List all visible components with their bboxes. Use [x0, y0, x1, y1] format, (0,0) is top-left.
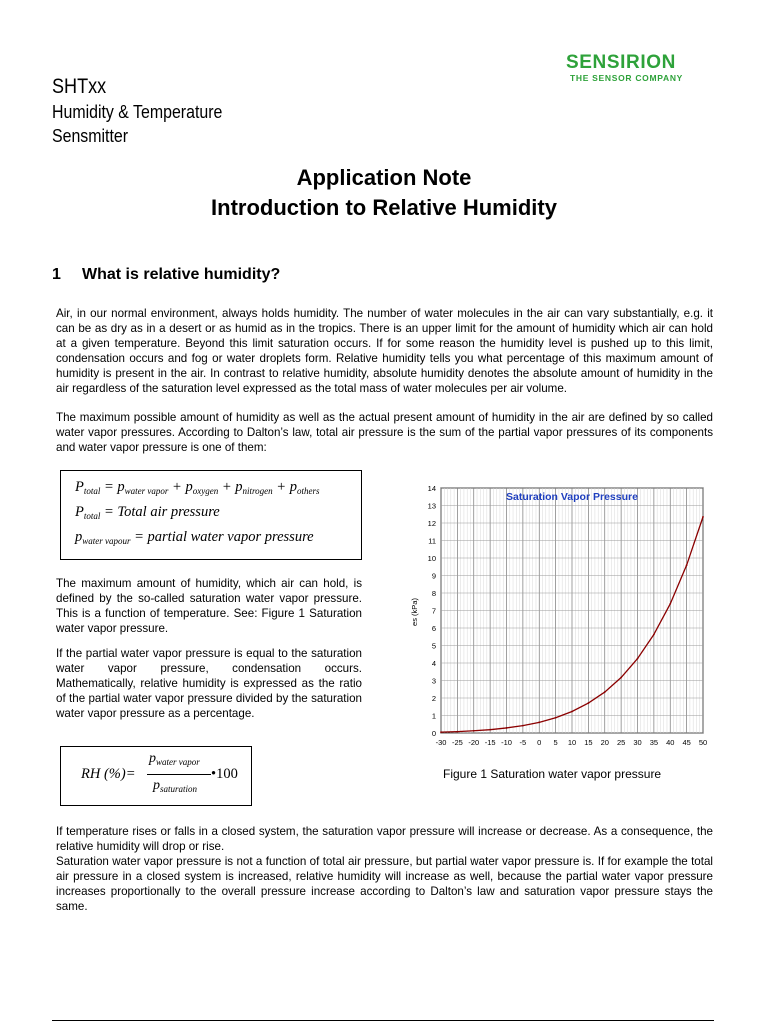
- data-point: [489, 729, 491, 731]
- y-tick-label: 13: [427, 501, 436, 511]
- paragraph-4: If the partial water vapor pressure is equal to the saturation water vapor pressure, condensation occurs. Mathematically, relative humidity is expressed as the ratio of the partial water vapor pressure divided by the saturation water vapor pressure as a percentage.: [56, 647, 362, 720]
- y-tick-label: 7: [431, 606, 436, 616]
- x-tick-label: -10: [501, 738, 512, 747]
- x-tick-label: -30: [435, 738, 447, 747]
- data-point: [440, 731, 442, 733]
- x-tick-label: 0: [537, 738, 542, 747]
- x-tick-label: 15: [584, 738, 593, 747]
- rh-equation-rhs: •100: [211, 766, 238, 782]
- x-tick-label: 25: [616, 738, 626, 747]
- y-tick-label: 0: [431, 729, 436, 738]
- section-number: 1: [52, 266, 61, 283]
- data-point: [702, 516, 704, 518]
- paragraph-6: Saturation water vapor pressure is not a function of total air pressure, but partial water vapor pressure is. If for example the total air pressure in a closed system is increased, relative humidity will increase as well, because the partial water vapor pressure increases proportionally to the overall pressure increase according to Dalton’s law and saturation vapor pressure stays the same.: [56, 855, 713, 913]
- product-code: SHTxx: [52, 75, 107, 98]
- figure-caption: Figure 1 Saturation water vapor pressure: [443, 767, 662, 781]
- product-subtitle-1: Humidity & Temperature: [52, 101, 223, 122]
- data-point: [669, 603, 671, 605]
- y-tick-label: 6: [431, 624, 436, 633]
- rh-numerator: $p_{water vapor}$: [149, 751, 200, 767]
- y-tick-label: 4: [431, 659, 436, 668]
- data-point: [587, 702, 589, 704]
- data-point: [653, 634, 655, 636]
- data-point: [473, 730, 475, 732]
- rh-equation-box: [60, 746, 252, 806]
- y-tick-label: 10: [427, 554, 436, 563]
- data-point: [538, 721, 540, 723]
- data-point: [571, 711, 573, 713]
- equation-line-2: $P_{total}$ = Total air pressure: [75, 504, 220, 521]
- x-tick-label: -20: [468, 738, 480, 747]
- y-tick-label: 3: [431, 676, 436, 686]
- rh-denominator: $p_{saturation}$: [153, 778, 198, 794]
- data-point: [555, 717, 557, 719]
- x-tick-label: 10: [567, 738, 577, 747]
- company-logo: SENSIRION: [566, 52, 676, 73]
- x-tick-label: 45: [682, 738, 691, 747]
- section-heading: [52, 266, 280, 284]
- y-tick-label: 14: [427, 484, 436, 493]
- dalton-equation-box: [60, 470, 362, 560]
- product-subtitle-2: Sensmitter: [52, 125, 129, 146]
- x-tick-label: 35: [649, 738, 659, 747]
- fraction-bar: [147, 774, 211, 775]
- section-title: What is relative humidity?: [82, 266, 281, 283]
- data-point: [637, 658, 639, 660]
- equation-line-3: $p_{water vapour}$ = partial water vapor pressure: [75, 529, 314, 546]
- saturation-vapor-pressure-chart: [400, 478, 710, 750]
- x-tick-label: 20: [600, 738, 609, 747]
- x-tick-label: 50: [698, 738, 708, 747]
- data-point: [620, 677, 622, 679]
- equation-line-1: $P_{total} = p_{water vapor} + p_{oxygen} + p_{nitrogen} + p_{others}$: [75, 479, 320, 496]
- paragraph-3: The maximum amount of humidity, which air can hold, is defined by the so-called saturation water vapor pressure. This is a function of temperature. See: Figure 1 Saturation water vapor pressure.: [56, 577, 362, 635]
- y-tick-label: 12: [427, 519, 436, 528]
- y-tick-label: 2: [431, 694, 436, 703]
- x-tick-label: 5: [553, 738, 558, 747]
- x-tick-label: 40: [666, 738, 675, 747]
- data-point: [522, 725, 524, 727]
- doc-title-line-2: Introduction to Relative Humidity: [211, 195, 557, 220]
- company-tagline: THE SENSOR COMPANY: [570, 73, 684, 83]
- chart-y-axis-label: es (kPa): [410, 598, 419, 626]
- x-tick-label: -15: [484, 738, 496, 747]
- chart-grid: [441, 488, 703, 733]
- chart-title: Saturation Vapor Pressure: [506, 491, 638, 503]
- data-point: [506, 727, 508, 729]
- paragraph-1: Air, in our normal environment, always holds humidity. The number of water molecules in the air can vary substantially, e.g. it can be as dry as in a desert or as humid as in the tropics. There is an upper limit for the amount of humidity which air can hold at a given temperature. Beyond this limit saturation occurs. If for some reason the humidity level is pushed up to this limit, condensation occurs and fog or water droplets form. Relative humidity tells you what percentage of this maximum amount of humidity is present in the air. In contrast to relative humidity, absolute humidity denotes the absolute amount of humidity in the air regardless of the saturation level expressed as the total mass of water molecules per air volume.: [56, 307, 713, 395]
- x-tick-label: 30: [633, 738, 642, 747]
- paragraph-2: The maximum possible amount of humidity as well as the actual present amount of humidity in the air are defined by so called water vapor pressures. According to Dalton’s law, total air pressure is the sum of the partial vapor pressures of its components and water vapor pressure is one of them:: [56, 411, 713, 454]
- x-tick-label: -25: [451, 738, 463, 747]
- rh-equation-lhs: RH (%)=: [81, 766, 136, 782]
- y-tick-label: 8: [431, 589, 436, 598]
- y-tick-label: 11: [428, 536, 436, 546]
- data-point: [456, 731, 458, 733]
- doc-title-line-1: Application Note: [296, 165, 472, 190]
- y-tick-label: 9: [431, 571, 436, 581]
- y-tick-label: 5: [431, 641, 436, 651]
- data-point: [604, 691, 606, 693]
- paragraph-5: If temperature rises or falls in a closed system, the saturation vapor pressure will increase or decrease. As a consequence, the relative humidity will drop or rise.: [56, 825, 713, 853]
- y-tick-label: 1: [431, 711, 436, 721]
- x-tick-label: -5: [519, 738, 527, 747]
- footer-rule: [52, 1020, 714, 1021]
- data-point: [686, 564, 688, 566]
